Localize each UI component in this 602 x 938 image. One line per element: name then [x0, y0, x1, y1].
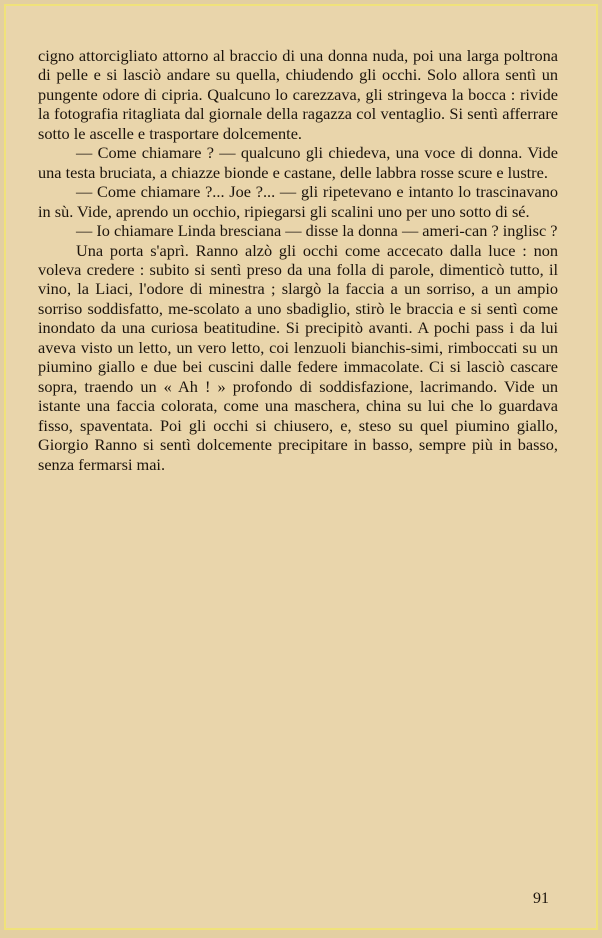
paragraph: — Come chiamare ? — qualcuno gli chiedeva, una voce di donna. Vide una testa bruciata, a chiazze bionde e castane, delle labbra rosse scure e lustre.: [38, 143, 558, 182]
paragraph: — Io chiamare Linda bresciana — disse la donna — ameri-can ? inglisc ?: [76, 221, 558, 241]
page-number: 91: [533, 890, 549, 907]
body-text: [38, 46, 558, 474]
book-page: [4, 4, 598, 930]
paragraph: — Come chiamare ?... Joe ?... — gli ripetevano e intanto lo trascinavano in sù. Vide, aprendo un occhio, ripiegarsi gli scalini uno per uno sotto di sé.: [38, 182, 558, 221]
paragraph: cigno attorcigliato attorno al braccio di una donna nuda, poi una larga poltrona di pelle e si lasciò andare su quella, chiudendo gli occhi. Solo allora sentì un pungente odore di cipria. Qualcuno lo carezzava, gli stringeva la bocca : rivide la fotografia ritagliata dal giornale della ragazza col ventaglio. Si sentì afferrare sotto le ascelle e trasportare dolcemente.: [38, 46, 558, 143]
paragraph: Una porta s'aprì. Ranno alzò gli occhi come accecato dalla luce : non voleva credere : subito si sentì preso da una folla di parole, dimenticò tutto, il vino, la Liaci, l'odore di minestra ; slargò la faccia a un sorriso, a un ampio sorriso soddisfatto, me-scolato a uno sbadiglio, stirò le braccia e si sentì come inondato da una curiosa beatitudine. Si precipitò avanti. A pochi pass i da lui aveva visto un letto, un vero letto, coi lenzuoli bianchis-simi, rimboccati su un piumino giallo e due bei cuscini dalle federe immacolate. Ci si lasciò cascare sopra, traendo un « Ah ! » profondo di soddisfazione, lacrimando. Vide un istante una faccia colorata, come una maschera, china su lui che lo guardava fisso, spaventata. Poi gli occhi si chiusero, e, steso su quel piumino giallo, Giorgio Ranno si sentì dolcemente precipitare in basso, sempre più in basso, senza fermarsi mai.: [38, 240, 558, 474]
